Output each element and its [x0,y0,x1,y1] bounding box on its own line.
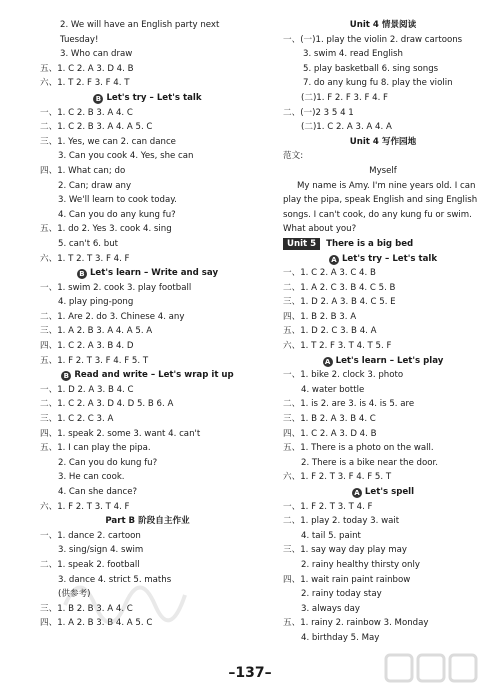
answer-line: (二)1. C 2. A 3. A 4. A [301,122,392,133]
answer-line: 四、1. wait rain paint rainbow [283,574,411,585]
section-heading [283,485,483,500]
model-essay-paragraph: My name is Amy. I'm nine years old. I can play the pipa, speak English and sing English songs. I can't cook, do any kung fu or swim. What about you? [283,180,478,235]
answer-line: 五、1. F 2. T 3. F 4. F 5. T [40,355,149,366]
section-heading [40,514,255,529]
answer-line: 2. There is a bike near the door. [301,457,438,468]
answer-line: 3. swim 4. read English [303,49,403,60]
answer-line: 2. Can; draw any [58,180,132,191]
section-heading-text: Unit 4 写作园地 [349,136,417,147]
answer-line: 二、1. A 2. C 3. B 4. C 5. B [283,282,396,293]
unit-tag: Unit 5 [283,238,320,250]
answer-line: 一、1. bike 2. clock 3. photo [283,370,404,381]
answer-line: 2. We will have an English party next [60,20,220,30]
answer-line: 五、1. D 2. C 3. B 4. A [283,326,377,337]
answer-line: 五、1. rainy 2. rainbow 3. Monday [283,618,429,629]
answer-line: 3. We'll learn to cook today. [58,195,177,206]
section-heading [283,354,483,369]
section-badge-icon: A [329,255,339,265]
answer-line: 4. birthday 5. May [301,632,380,643]
answer-line: 3. sing/sign 4. swim [58,545,144,556]
answer-line: 二、1. is 2. are 3. is 4. is 5. are [283,399,415,410]
section-heading-text: Unit 4 情景阅读 [349,20,417,30]
answer-line: 四、1. A 2. B 3. B 4. A 5. C [40,618,153,629]
answer-line: 六、1. T 2. T 3. F 4. F [40,253,130,264]
section-heading [40,266,255,281]
answer-line: 三、1. A 2. B 3. A 4. A 5. A [40,326,153,337]
answer-line: 4. Can she dance? [58,487,138,497]
answer-line: 二、1. C 2. A 3. D 4. D 5. B 6. A [40,399,174,410]
answer-line: 四、1. C 2. A 3. B 4. D [40,341,134,352]
section-badge-icon: B [93,94,103,104]
answer-line: 4. tail 5. paint [301,530,361,541]
section-badge-icon: B [77,269,87,279]
answer-line: 五、1. There is a photo on the wall. [283,443,434,454]
answer-line: 六、1. T 2. F 3. T 4. T 5. F [283,341,392,352]
watermark-scribble-icon [60,565,190,625]
answer-line: 三、1. Yes, we can 2. can dance [40,136,176,147]
answer-line: 2. rainy healthy thirsty only [301,559,420,570]
answer-line: 3. He can cook. [58,472,125,483]
answer-line: 2. rainy today stay [301,589,382,600]
answer-line: Myself [369,165,397,176]
answer-line: 五、1. C 2. A 3. D 4. B [40,63,134,74]
answer-line: 5. play basketball 6. sing songs [303,63,439,74]
answer-line: 一、1. swim 2. cook 3. play football [40,282,192,293]
answer-line: 四、1. What can; do [40,165,126,176]
section-badge-icon: A [323,357,333,367]
answer-line: 一、(一)1. play the violin 2. draw cartoons [283,34,463,45]
section-heading [40,91,255,106]
answer-line: 三、1. D 2. A 3. B 4. C 5. E [283,297,396,308]
unit-header [283,237,483,252]
answer-line: 四、1. speak 2. some 3. want 4. can't [40,428,201,439]
answer-line: 7. do any kung fu 8. play the violin [303,78,453,89]
section-badge-icon: B [61,371,71,381]
section-heading-text: Let's try – Let's talk [341,253,438,264]
answer-line: (二)1. F 2. F 3. F 4. F [301,92,388,103]
answer-line: 二、1. Are 2. do 3. Chinese 4. any [40,311,185,322]
answer-line: 二、(一)2 3 5 4 1 [283,107,354,118]
answer-line: 一、1. C 2. A 3. C 4. B [283,268,376,279]
section-heading-text: Let's learn – Write and say [89,268,219,279]
answer-line: 范文: [283,151,304,162]
section-heading-text: Let's learn – Let's play [335,355,444,366]
answer-line: 五、1. I can play the pipa. [40,443,151,454]
right-column [283,18,483,646]
answer-line: 四、1. C 2. A 3. D 4. B [283,428,377,439]
answer-line: 一、1. C 2. B 3. A 4. C [40,107,133,118]
section-heading-text: Read and write – Let's wrap it up [74,370,234,381]
answer-line: (供参考) [58,589,91,600]
answer-line: 3. Who can draw [60,49,133,60]
answer-line: 二、1. play 2. today 3. wait [283,516,400,527]
answer-line: 二、1. C 2. B 3. A 4. A 5. C [40,122,153,133]
answer-line: 三、1. say way day play may [283,545,407,556]
unit-title: There is a big bed [326,238,414,249]
answer-line: 2. Can you do kung fu? [58,457,158,468]
answer-line: 3. always day [301,603,360,614]
answer-line: 一、1. D 2. A 3. B 4. C [40,384,134,395]
section-heading [283,252,483,267]
answer-line: 三、1. C 2. C 3. A [40,414,114,425]
answer-line: 一、1. F 2. T 3. T 4. F [283,501,373,512]
answer-line: 4. Can you do any kung fu? [58,209,176,220]
watermark-logo-icon [384,649,494,689]
answer-line: 六、1. F 2. T 3. F 4. F 5. T [283,472,392,483]
answer-line: 3. Can you cook 4. Yes, she can [58,151,194,162]
answer-line: 3. dance 4. strict 5. maths [58,574,172,585]
answer-line: 4. water bottle [301,384,365,395]
answer-line: 4. play ping-pong [58,297,134,308]
section-heading [283,18,483,33]
answer-line: 六、1. F 2. T 3. T 4. F [40,501,130,512]
section-heading [40,368,255,383]
section-heading-text: Let's spell [364,487,415,497]
answer-line: Tuesday! [60,34,99,45]
section-heading [283,135,483,150]
section-heading-text: Part B 阶段自主作业 [105,516,190,527]
section-heading-text: Let's try – Let's talk [106,92,202,103]
answer-line: 六、1. T 2. F 3. F 4. T [40,78,130,89]
answer-line: 三、1. B 2. B 3. A 4. C [40,603,133,614]
left-column [40,18,255,631]
answer-line: 5. can't 6. but [58,238,119,249]
answer-line: 一、1. dance 2. cartoon [40,530,141,541]
answer-line: 三、1. B 2. A 3. B 4. C [283,414,376,425]
answer-line: 五、1. do 2. Yes 3. cook 4. sing [40,224,172,235]
answer-line: 二、1. speak 2. football [40,559,140,570]
section-badge-icon: A [352,488,362,498]
answer-line: 四、1. B 2. B 3. A [283,311,357,322]
page-number: –137– [228,665,272,681]
